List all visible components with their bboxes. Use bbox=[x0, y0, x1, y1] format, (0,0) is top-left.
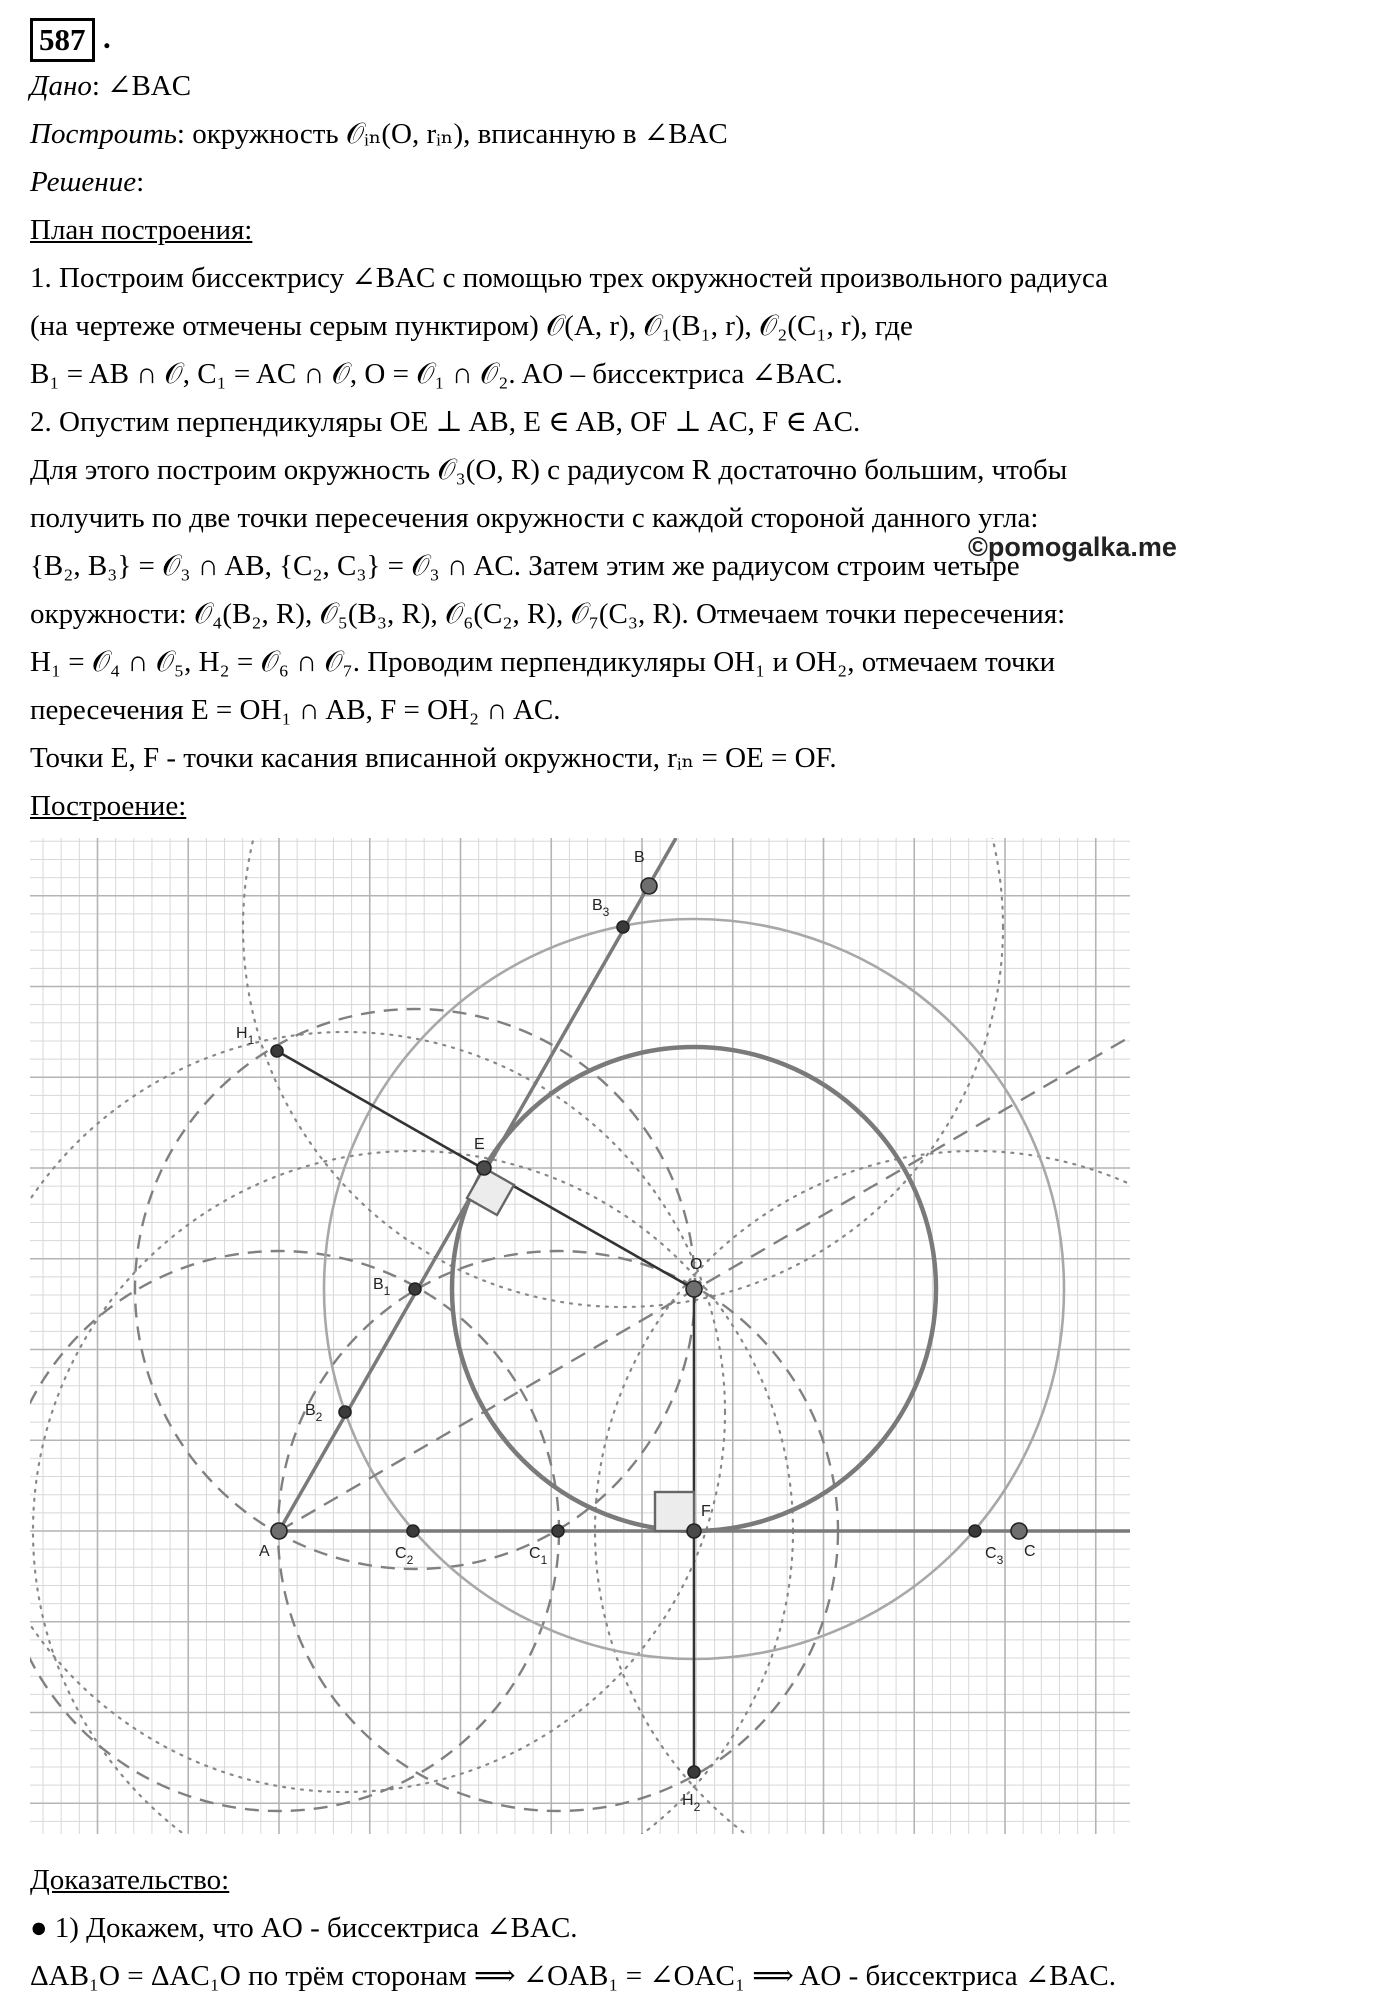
proof-line-2: ΔAB₁O = ΔAC₁O по трём сторонам ⟹ ∠OAB₁ = ∠OAC₁ ⟹ AO - биссектриса ∠BAC. bbox=[30, 1960, 1116, 1992]
grid-major bbox=[30, 838, 1130, 1834]
point-f bbox=[687, 1524, 701, 1538]
watermark: ©pomogalka.me bbox=[968, 532, 1177, 562]
right-angle-marker-f bbox=[655, 1492, 694, 1531]
label-c: C bbox=[1024, 1543, 1036, 1560]
construct-line bbox=[30, 114, 728, 154]
problem-number: 587 bbox=[30, 18, 95, 62]
label-a: A bbox=[259, 1543, 270, 1560]
right-angle-marker-e bbox=[467, 1168, 514, 1215]
bisector-ao bbox=[279, 1031, 1140, 1531]
solution-colon: : bbox=[136, 166, 145, 198]
plan-line-10: пересечения E = OH₁ ∩ AB, F = OH₂ ∩ AC. bbox=[30, 694, 561, 726]
plan-line-5: Для этого построим окружность 𝒪₃(O, R) с радиусом R достаточно большим, чтобы bbox=[30, 454, 1068, 486]
label-b2: $B_2$ bbox=[305, 1402, 323, 1424]
proof-line-1: ● 1) Докажем, что AO - биссектриса ∠BAC. bbox=[30, 1912, 578, 1944]
label-f: F bbox=[701, 1503, 711, 1520]
plan-line-1: 1. Построим биссектрису ∠BAC с помощью трех окружностей произвольного радиуса bbox=[30, 262, 1109, 294]
label-o: O bbox=[690, 1256, 703, 1273]
point-a bbox=[271, 1523, 287, 1539]
construct-value: : окружность 𝒪ᵢₙ(O, rᵢₙ), вписанную в ∠BAC bbox=[176, 118, 728, 150]
given-line bbox=[30, 66, 191, 106]
construction-diagram bbox=[30, 838, 1140, 1838]
label-b3: $B_3$ bbox=[592, 897, 610, 919]
plan-line-11: Точки E, F - точки касания вписанной окружности, rᵢₙ = OE = OF. bbox=[30, 742, 837, 774]
plan-line-7: {B₂, B₃} = 𝒪₃ ∩ AB, {C₂, C₃} = 𝒪₃ ∩ AC. Затем этим же радиусом строим четыре bbox=[30, 550, 1020, 582]
plan-line-3: B₁ = AB ∩ 𝒪, C₁ = AC ∩ 𝒪, O = 𝒪₁ ∩ 𝒪₂. AO – биссектриса ∠BAC. bbox=[30, 358, 843, 390]
point-h1 bbox=[271, 1045, 283, 1057]
point-b2 bbox=[339, 1406, 351, 1418]
solution-label: Решение bbox=[30, 166, 137, 198]
problem-number-dot: . bbox=[103, 20, 111, 55]
label-c1: $C_1$ bbox=[529, 1545, 548, 1567]
point-b1 bbox=[409, 1283, 421, 1295]
construction-heading: Построение: bbox=[30, 790, 187, 822]
point-c3 bbox=[969, 1525, 981, 1537]
construct-label: Построить bbox=[30, 118, 177, 150]
plan-line-8: окружности: 𝒪₄(B₂, R), 𝒪₅(B₃, R), 𝒪₆(C₂, R), 𝒪₇(C₃, R). Отмечаем точки пересечения: bbox=[30, 598, 1066, 630]
point-b bbox=[641, 878, 657, 894]
circle-o5 bbox=[243, 838, 1003, 1307]
plan-line-6: получить по две точки пересечения окружности с каждой стороной данного угла: bbox=[30, 502, 1039, 534]
label-e: E bbox=[474, 1136, 485, 1153]
proof-heading: Доказательство: bbox=[30, 1864, 230, 1896]
point-h2 bbox=[688, 1766, 700, 1778]
solution-line bbox=[30, 162, 144, 202]
point-c bbox=[1011, 1523, 1027, 1539]
label-c3: $C_3$ bbox=[985, 1545, 1004, 1567]
grid bbox=[30, 838, 1130, 1834]
point-b3 bbox=[617, 921, 629, 933]
point-c1 bbox=[552, 1525, 564, 1537]
plan-line-4: 2. Опустим перпендикуляры OE ⊥ AB, E ∈ AB, OF ⊥ AC, F ∈ AC. bbox=[30, 406, 861, 438]
point-c2 bbox=[407, 1525, 419, 1537]
plan-heading: План построения: bbox=[30, 214, 253, 246]
plan-line-2: (на чертеже отмечены серым пунктиром) 𝒪(A, r), 𝒪₁(B₁, r), 𝒪₂(C₁, r), где bbox=[30, 310, 913, 342]
label-b1: $B_1$ bbox=[373, 1276, 391, 1298]
given-value: : ∠BAC bbox=[91, 70, 192, 102]
label-b: B bbox=[634, 849, 645, 866]
point-e bbox=[477, 1161, 491, 1175]
plan-line-9: H₁ = 𝒪₄ ∩ 𝒪₅, H₂ = 𝒪₆ ∩ 𝒪₇. Проводим перпендикуляры OH₁ и OH₂, отмечаем точки bbox=[30, 646, 1056, 678]
given-label: Дано bbox=[30, 70, 92, 102]
label-c2: $C_2$ bbox=[395, 1545, 414, 1567]
point-o bbox=[686, 1281, 702, 1297]
label-h2: $H_2$ bbox=[682, 1792, 701, 1814]
label-h1: $H_1$ bbox=[236, 1025, 255, 1047]
